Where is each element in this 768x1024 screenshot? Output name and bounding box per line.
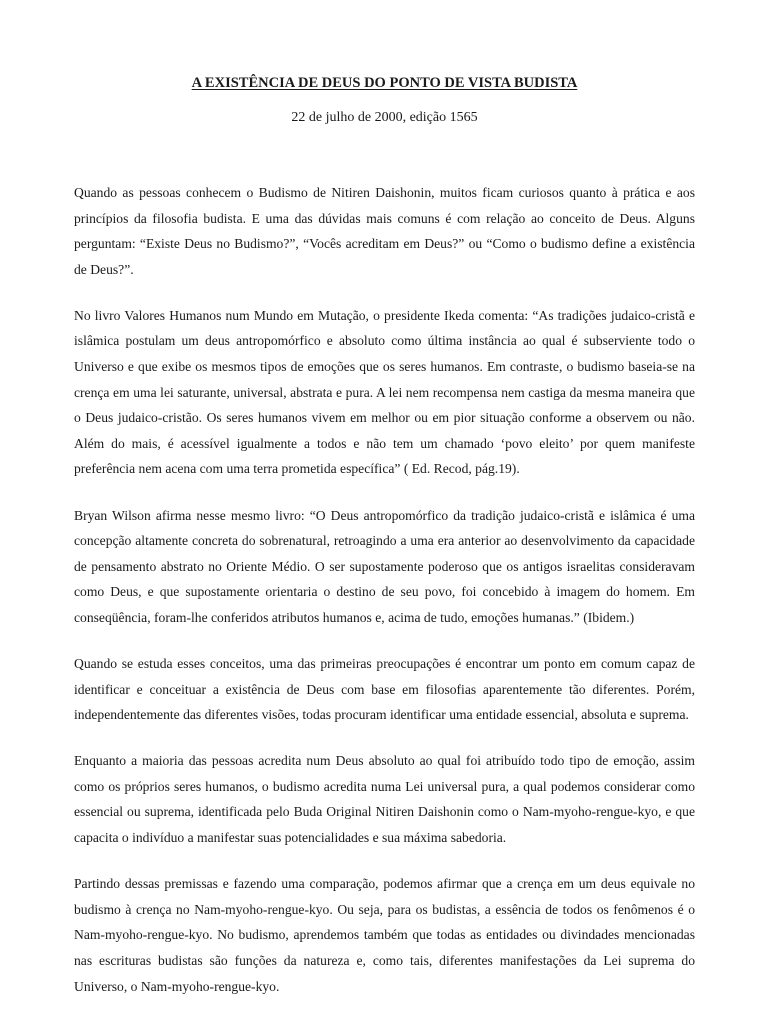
document-body [74,180,695,999]
paragraph-5: Enquanto a maioria das pessoas acredita num Deus absoluto ao qual foi atribuído todo tipo de emoção, assim como os próprios seres humanos, o budismo acredita numa Lei universal pura, a qual podemos considerar como essencial ou suprema, identificada pelo Buda Original Nitiren Daishonin como o Nam-myoho-rengue-kyo, e que capacita o indivíduo a manifestar suas potencialidades e sua máxima sabedoria. [74,753,695,846]
paragraph-6: Partindo dessas premissas e fazendo uma comparação, podemos afirmar que a crença em um deus equivale no budismo à crença no Nam-myoho-rengue-kyo. Ou seja, para os budistas, a essência de todos os fenômenos é o Nam-myoho-rengue-kyo. No budismo, aprendemos também que todas as entidades ou divindades mencionadas nas escrituras budistas são funções da natureza e, como tais, diferentes manifestações da Lei suprema do Universo, o Nam-myoho-rengue-kyo. [74,876,695,994]
document-subtitle: 22 de julho de 2000, edição 1565 [291,110,478,125]
paragraph-4: Quando se estuda esses conceitos, uma das primeiras preocupações é encontrar um ponto em comum capaz de identificar e conceituar a existência de Deus com base em filosofias aparentemente tão diferentes. Porém, independentemente das diferentes visões, todas procuram identificar uma entidade essencial, absoluta e suprema. [74,656,695,723]
paragraph-2: No livro Valores Humanos num Mundo em Mutação, o presidente Ikeda comenta: “As tradições judaico-cristã e islâmica postulam um deus antropomórfico e absoluto como última instância ao qual é subserviente todo o Universo e que exibe os mesmos tipos de emoções que os seres humanos. Em contraste, o budismo baseia-se na crença em uma lei saturante, universal, abstrata e pura. A lei nem recompensa nem castiga da mesma maneira que o Deus judaico-cristão. Os seres humanos vivem em melhor ou em pior situação conforme a observem ou não. Além do mais, é acessível igualmente a todos e não tem um chamado ‘povo eleito’ por quem manifeste preferência nem acena com uma terra prometida específica” ( Ed. Recod, pág.19). [74,307,695,477]
paragraph-3: Bryan Wilson afirma nesse mesmo livro: “O Deus antropomórfico da tradição judaico-cristã e islâmica é uma concepção altamente concreta do sobrenatural, retroagindo a uma era anterior ao desenvolvimento da capacidade de pensamento abstrato no Oriente Médio. O ser supostamente poderoso que os antigos israelitas consideravam como Deus, e que supostamente orientaria o destino de seu povo, foi concebido à imagem do homem. Em conseqüência, foram-lhe conferidos atributos humanos e, acima de tudo, emoções humanas.” (Ibidem.) [74,507,695,625]
document-title: A EXISTÊNCIA DE DEUS DO PONTO DE VISTA BUDISTA [191,75,578,91]
paragraph-1: Quando as pessoas conhecem o Budismo de Nitiren Daishonin, muitos ficam curiosos quanto à prática e aos princípios da filosofia budista. E uma das dúvidas mais comuns é com relação ao conceito de Deus. Alguns perguntam: “Existe Deus no Budismo?”, “Vocês acreditam em Deus?” ou “Como o budismo define a existência de Deus?”. [74,185,695,277]
